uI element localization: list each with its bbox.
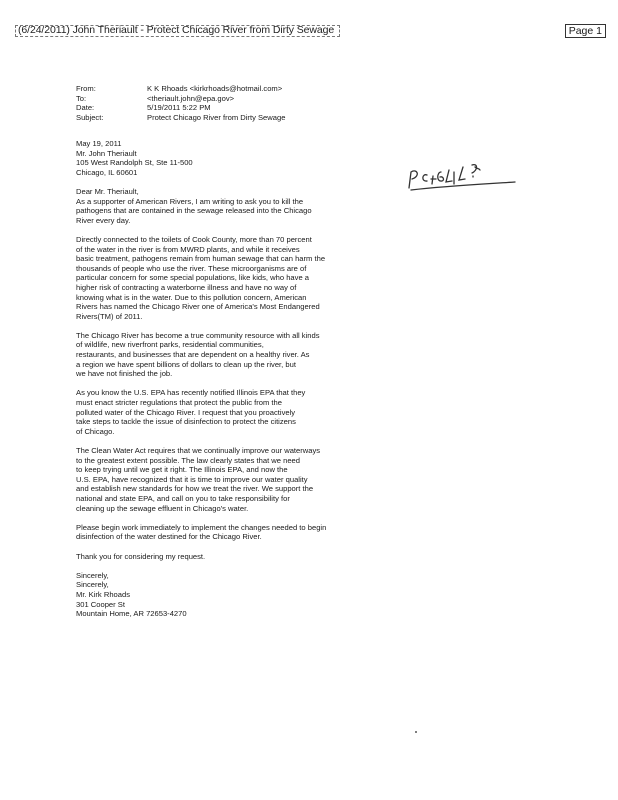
paragraph-line: restaurants, and businesses that are dependent on a healthy river. As	[76, 350, 310, 360]
meta-subject-value: Protect Chicago River from Dirty Sewage	[147, 112, 286, 122]
paragraph-line: River every day.	[76, 215, 131, 225]
paragraph-line: Rivers has named the Chicago River one of America's Most Endangered	[76, 302, 320, 312]
paragraph-line: As a supporter of American Rivers, I am writing to ask you to kill the	[76, 196, 304, 206]
meta-from-value: K K Rhoads <kirkrhoads@hotmail.com>	[147, 84, 283, 93]
signature-line: Mr. Kirk Rhoads	[76, 589, 131, 599]
paragraph-line: of Chicago.	[76, 426, 115, 436]
paragraph-5	[76, 446, 344, 513]
paragraph-line: must enact stricter regulations that protect the public from the	[76, 398, 282, 408]
paragraph-line: of the water in the river is from MWRD plants, and while it receives	[76, 244, 300, 254]
handwritten-annotation	[405, 160, 520, 192]
paragraph-line: cleaning up the sewage effluent in Chicago's water.	[76, 503, 249, 513]
meta-from-label: From:	[76, 84, 96, 93]
paragraph-line: As you know the U.S. EPA has recently notified Illinois EPA that they	[76, 388, 306, 398]
paragraph-4	[76, 388, 344, 436]
paragraph-line: a region we have spent billions of dollars to clean up the river, but	[76, 359, 296, 369]
paragraph-line: knowing what is in the water. Due to this pollution concern, American	[76, 292, 307, 302]
recipient-line: Mr. John Theriault	[76, 148, 137, 158]
page-number: Page 1	[565, 24, 606, 38]
meta-subject	[76, 113, 285, 123]
signature-line: 301 Cooper St	[76, 599, 125, 609]
paragraph-line: of wildlife, new riverfront parks, residential communities,	[76, 340, 264, 350]
scan-speck	[415, 731, 417, 733]
paragraph-line: take steps to tackle the issue of disinfection to protect the citizens	[76, 417, 296, 427]
paragraph-2	[76, 235, 344, 321]
closing: Sincerely,	[76, 580, 109, 590]
paragraph-1	[76, 197, 344, 226]
meta-date	[76, 103, 285, 113]
print-header	[14, 24, 606, 38]
paragraph-line: and establish new standards for how we treat the river. We support the	[76, 484, 314, 494]
paragraph-line: higher risk of contracting a waterborne illness and have no way of	[76, 282, 297, 292]
paragraph-7	[76, 552, 344, 562]
email-metadata	[76, 84, 285, 122]
signature-line: Mountain Home, AR 72653-4270	[76, 609, 187, 619]
meta-from	[76, 84, 285, 94]
closing: Sincerely,	[76, 570, 109, 580]
meta-to-value: <theriault.john@epa.gov>	[147, 93, 235, 103]
letter-date: May 19, 2011	[76, 139, 122, 148]
paragraph-line: The Chicago River has become a true community resource with all kinds	[76, 330, 320, 340]
meta-to-label: To:	[76, 93, 87, 103]
recipient-line: Chicago, IL 60601	[76, 167, 138, 177]
handwritten-annotation-mark	[409, 165, 515, 190]
meta-subject-label: Subject:	[76, 112, 104, 122]
paragraph-line: disinfection of the water destined for the Chicago River.	[76, 532, 262, 542]
paragraph-line: we have not finished the job.	[76, 369, 173, 379]
paragraph-line: pathogens that are contained in the sewage released into the Chicago	[76, 206, 312, 216]
meta-date-value: 5/19/2011 5:22 PM	[147, 103, 211, 112]
header-title: (6/24/2011) John Theriault - Protect Chicago River from Dirty Sewage	[18, 24, 335, 36]
salutation: Dear Mr. Theriault,	[76, 186, 139, 196]
recipient-address	[76, 149, 344, 178]
paragraph-line: to keep trying until we get it right. The Illinois EPA, and now the	[76, 465, 288, 475]
paragraph-line: national and state EPA, and call on you to take responsibility for	[76, 493, 290, 503]
paragraph-line: Rivers(TM) of 2011.	[76, 311, 143, 321]
paragraph-line: U.S. EPA, have recognized that it is time to improve our water quality	[76, 474, 308, 484]
paragraph-line: Please begin work immediately to implement the changes needed to begin	[76, 522, 327, 532]
paragraph-line: to the greatest extent possible. The law clearly states that we need	[76, 455, 301, 465]
paragraph-line: Directly connected to the toilets of Cook County, more than 70 percent	[76, 234, 312, 244]
recipient-line: 105 West Randolph St, Ste 11-500	[76, 158, 193, 168]
meta-to	[76, 94, 285, 104]
paragraph-line: polluted water of the Chicago River. I request that you proactively	[76, 407, 296, 417]
signature-block	[76, 590, 344, 619]
paragraph-line: particular concern for some special populations, like kids, who have a	[76, 273, 309, 283]
paragraph-6	[76, 523, 344, 542]
letter-body	[76, 139, 344, 619]
meta-date-label: Date:	[76, 103, 95, 112]
paragraph-line: basic treatment, pathogens remain from human sewage that can harm the	[76, 254, 326, 264]
paragraph-line: The Clean Water Act requires that we continually improve our waterways	[76, 446, 321, 455]
paragraph-line: Thank you for considering my request.	[76, 551, 206, 561]
paragraph-line: thousands of people who use the river. These microorganisms are of	[76, 263, 307, 273]
paragraph-3	[76, 331, 344, 379]
